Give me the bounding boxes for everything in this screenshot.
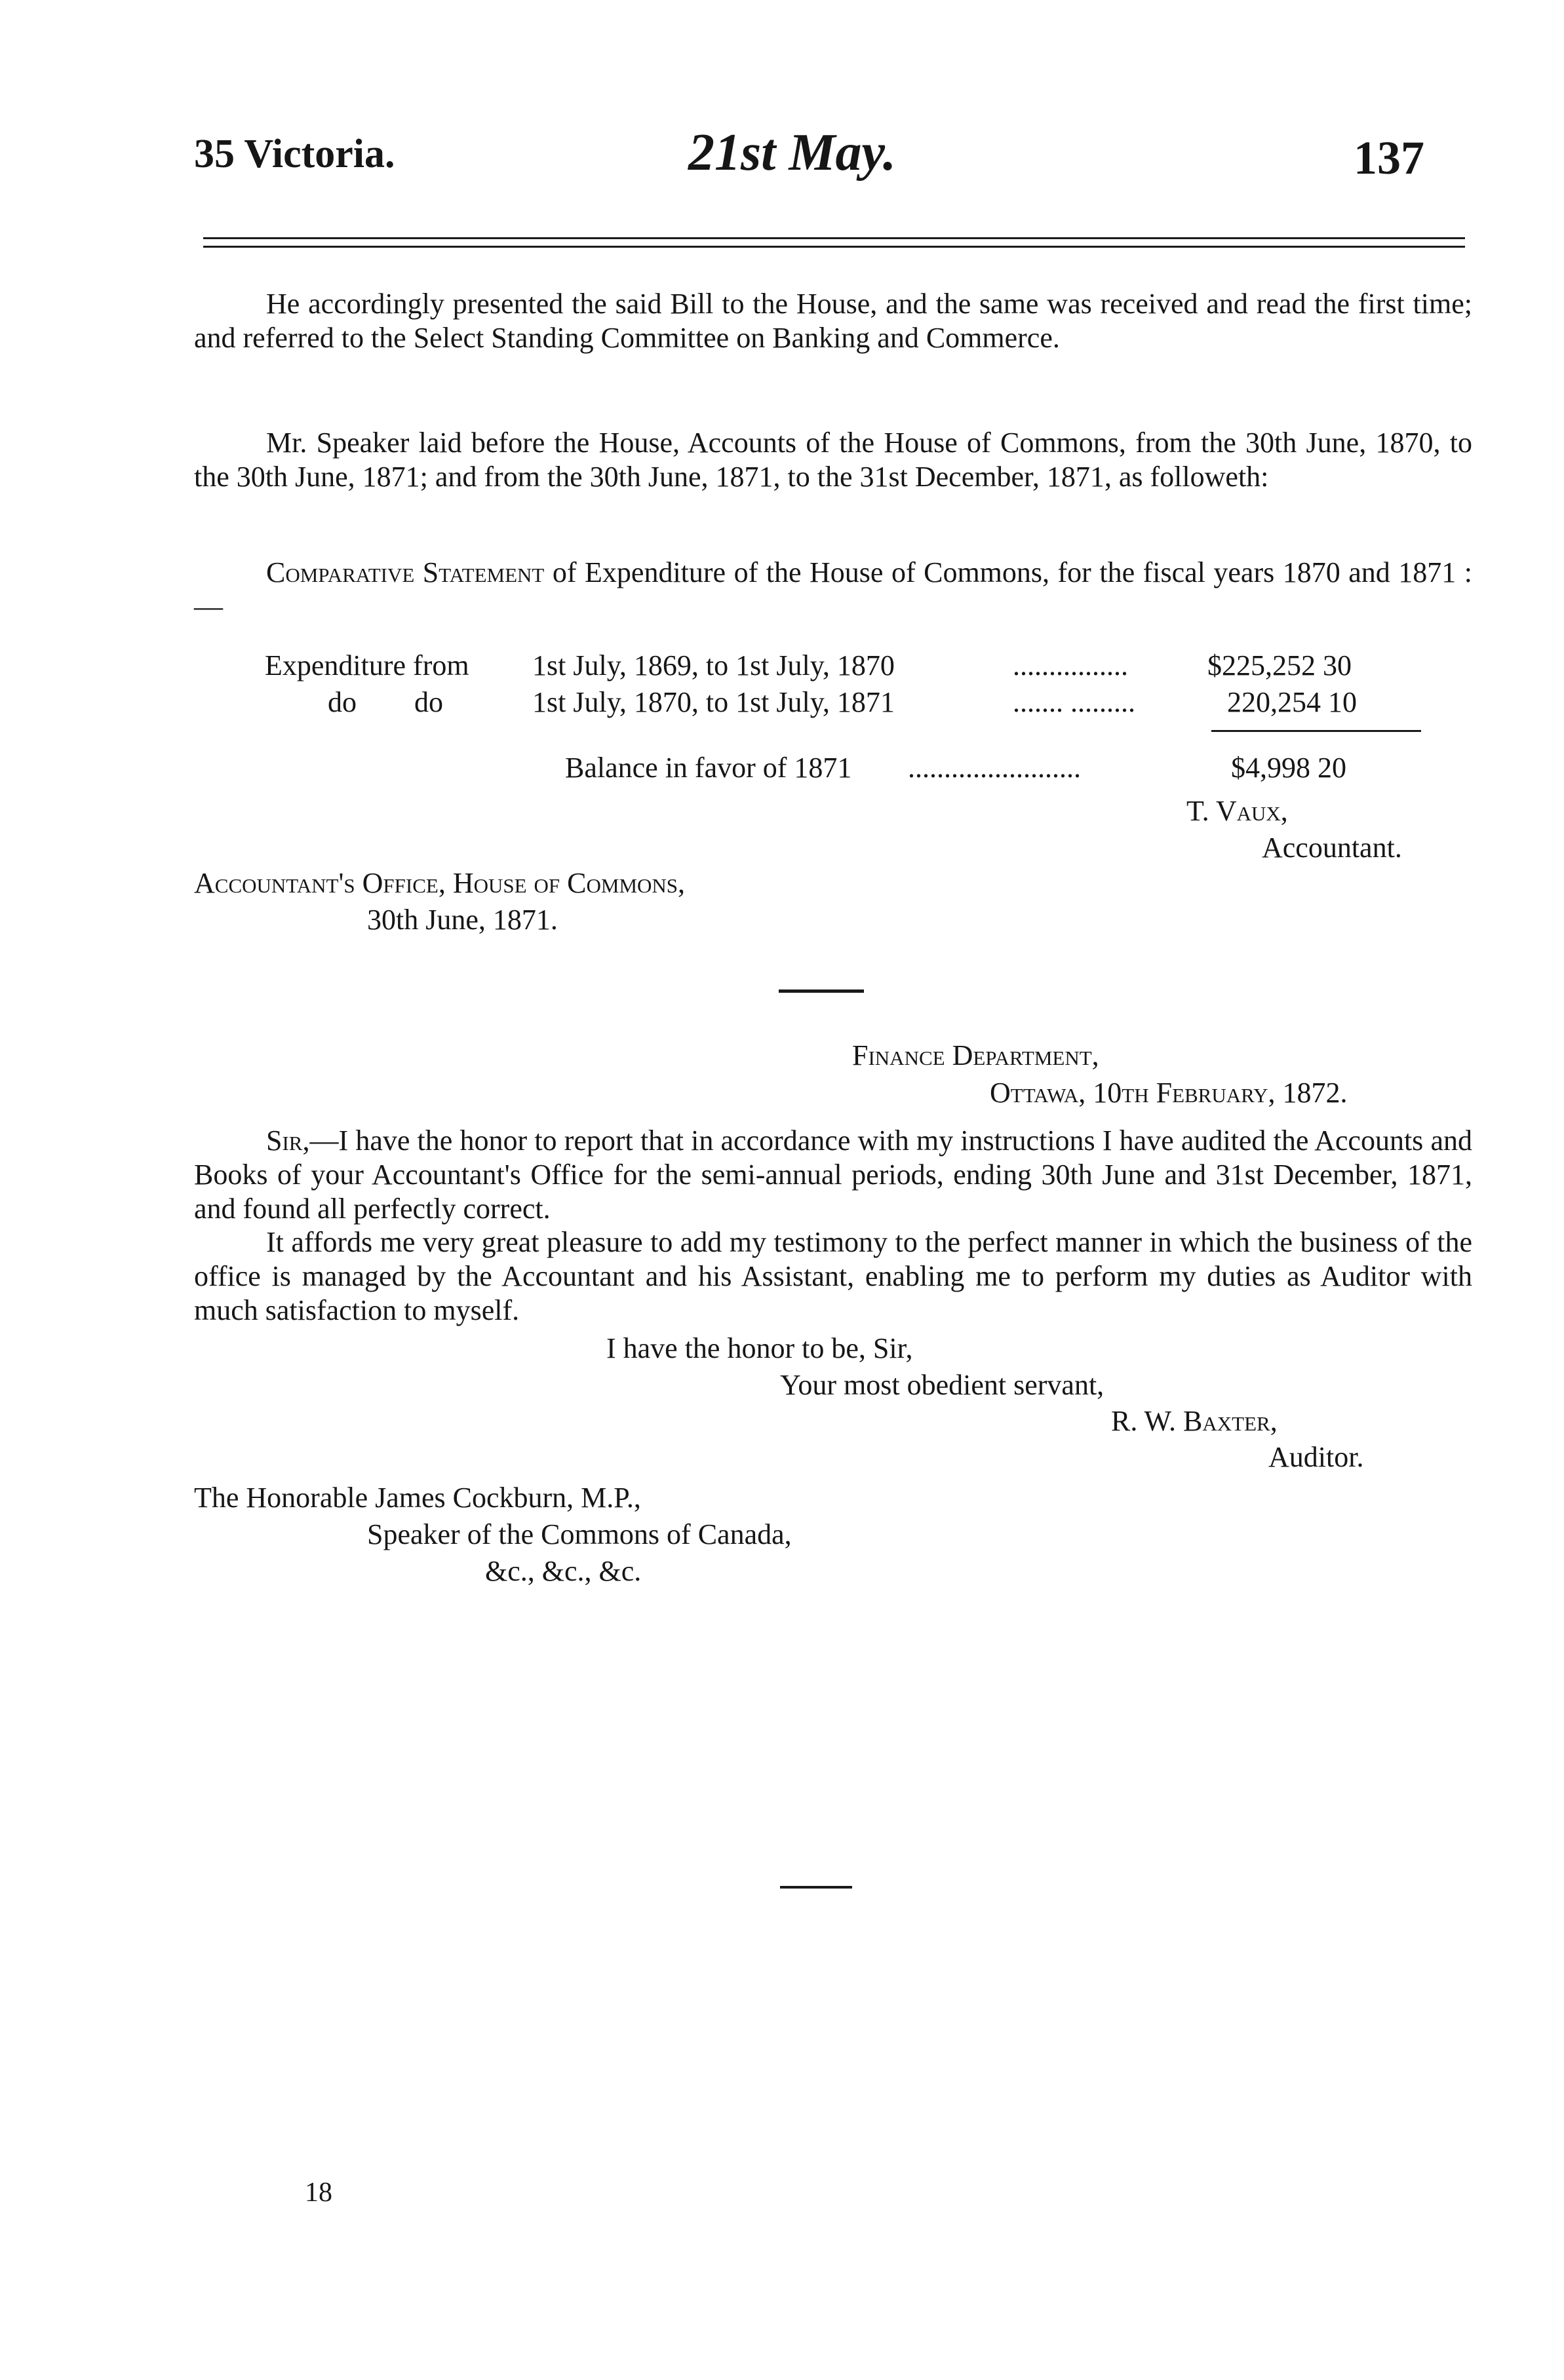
letter-salutation: Sir, [266,1124,310,1157]
statement-row-1-label: Expenditure from [265,649,469,681]
balance-label: Balance in favor of 1871 [565,752,852,784]
header-rule-top [203,237,1465,239]
letter-body-1-text: —I have the honor to report that in accordance with my instructions I have audited the Accounts and Books of your Accountant's Office for the semi-annual periods, ending 30th June and 31st December, 1871, and found all perfectly correct. [194,1124,1472,1225]
statement-row-2-label: do do [328,686,443,718]
header-date: 21st May. [688,124,897,182]
auditor-title: Auditor. [1268,1441,1364,1473]
bill-paragraph: He accordingly presented the said Bill to the House, and the same was received and read the first time; and referred to the Select Standing Committee on Banking and Commerce. [194,288,1472,354]
statement-row-1-period: 1st July, 1869, to 1st July, 1870 [532,649,895,681]
addressee-line-1: The Honorable James Cockburn, M.P., [194,1482,641,1514]
accountant-office: Accountant's Office, House of Commons, [194,867,686,899]
letter-place-date-text: Ottawa, 10th February, 1872. [990,1077,1348,1109]
statement-row-2-period: 1st July, 1870, to 1st July, 1871 [532,686,895,718]
speaker-paragraph: Mr. Speaker laid before the House, Accounts of the House of Commons, from the 30th June, 1870, to the 30th June, 1871; and from the 30th June, 1871, to the 31st December, 1871, as followeth: [194,427,1472,493]
letter-department: Finance Department, [852,1039,1099,1071]
letter-closing-1: I have the honor to be, Sir, [606,1332,913,1364]
letter-body-1 [194,1124,1472,1226]
statement-heading-title: Comparative Statement [266,556,545,588]
auditor-name: R. W. Baxter, [1111,1405,1278,1437]
balance-amount: $4,998 20 [1231,752,1346,784]
statement-heading [194,556,1472,624]
signature-mark: 18 [305,2178,332,2208]
section-separator [779,989,864,993]
page-number: 137 [1354,132,1424,184]
letter-place-date [990,1076,1348,1110]
statement-heading-rest: of Expenditure of the House of Commons, for the fiscal years 1870 and 1871 :— [194,556,1472,623]
accountant-name: T. Vaux, [1186,795,1288,827]
letter-closing-2: Your most obedient servant, [780,1369,1105,1401]
addressee-line-2: Speaker of the Commons of Canada, [367,1518,792,1550]
statement-row-2-leader: ....... ......... [1013,686,1135,718]
bottom-separator [780,1886,852,1889]
accountant-office-date: 30th June, 1871. [367,904,558,936]
header-rule-bottom [203,246,1465,248]
statement-row-1-amount: $225,252 30 [1207,649,1352,681]
balance-leader: ........................ [908,752,1081,784]
session-label: 35 Victoria. [194,132,395,176]
letter-body-2: It affords me very great pleasure to add my testimony to the perfect manner in which the business of the office is managed by the Accountant and his Assistant, enabling me to perform my duties as Auditor with much satisfaction to myself. [194,1226,1472,1326]
sum-rule [1211,730,1421,732]
accountant-title: Accountant. [1262,832,1402,864]
statement-row-2-amount: 220,254 10 [1227,686,1357,718]
addressee-line-3: &c., &c., &c. [485,1555,642,1587]
statement-row-1-leader: ................ [1013,649,1128,681]
